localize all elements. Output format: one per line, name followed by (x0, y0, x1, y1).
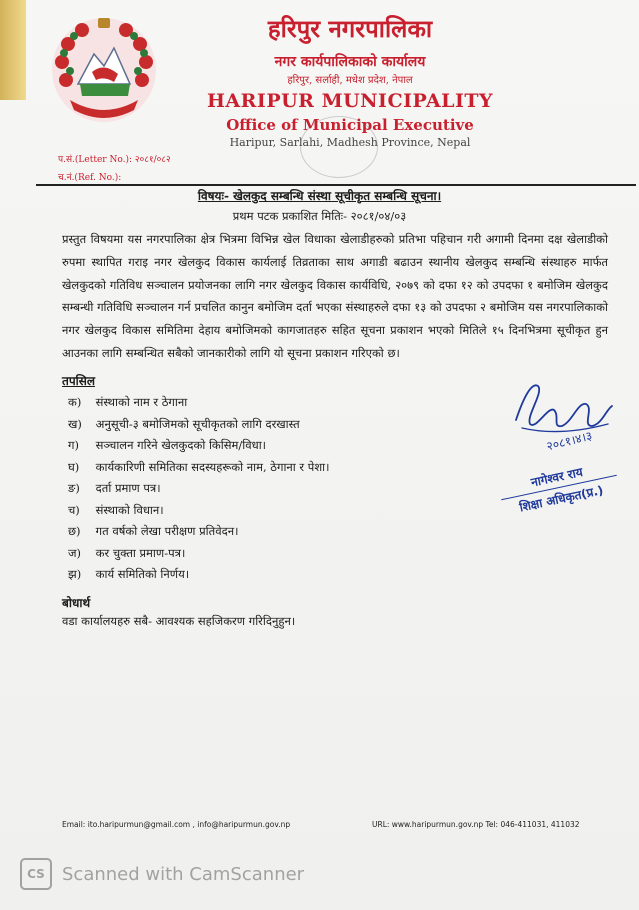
list-item-label: ङ) (68, 481, 80, 495)
list-item-text: कार्य समितिको निर्णय। (95, 567, 190, 581)
list-item-text: सञ्चालन गरिने खेलकुदको किसिम/विधा। (95, 438, 267, 452)
footer-url-phone: URL: www.haripurmun.gov.np Tel: 046-411031, 411032 (372, 820, 580, 829)
list-item-text: कर चुक्ता प्रमाण-पत्र। (95, 545, 186, 560)
cc-text: वडा कार्यालयहरु सबै- आवश्यक सहजिकरण गरिदिनुहुन। (62, 614, 296, 628)
footer-email: Email: ito.haripurmun@gmail.com , info@haripurmun.gov.np (62, 820, 291, 829)
list-item-text: संस्थाको विधान। (95, 502, 164, 517)
nepal-emblem-icon (48, 14, 160, 126)
seal-officer-title: शिक्षा अधिकृत(प्र.) (518, 483, 605, 515)
reference-number: च.नं.(Ref. No.): (58, 173, 122, 183)
list-item-text: गत वर्षको लेखा परीक्षण प्रतिवेदन। (95, 524, 239, 538)
list-item-label: ज) (68, 545, 82, 560)
required-documents-list (68, 392, 330, 586)
header-divider (36, 184, 636, 186)
notice-body: प्रस्तुत विषयमा यस नगरपालिका क्षेत्र भित्रमा विभिन्न खेल विधाका खेलाडीहरुको प्रतिभा पहिचान गरी अगामी दिनमा दक्ष खेलाडीको रुपमा स्थापित गराइ नगर खेलकुद विकास कार्यलाई तिव्रताका साथ अगाडी बढाउन स्थानीय खेलकुद सम्बन्धि संस्थाहरु मार्फत खेलकुदको गतिविध सञ्चालन प्रयोजनका लागि नगर खेलकुद विकास कार्यविधि, २०७९ को दफा १२ को उपदफा १ बमोजिम खेलकुद सम्बन्धी गतिविधि सञ्चालन गर्न प्रचलित कानुन बमोजिम दर्ता भएका संस्थाहरुले दफा १३ को उपदफा २ बमोजिम यस नगरपालिकाको नगर खेलकुद विकास समितिमा देहाय बमोजिमको कागजातहरु सहित सूचना प्रकाशन भएको मितिले १५ दिनभित्रमा सूचीकृत हुन आउनका लागि सम्बन्धित सबैको जानकारीको लागि यो सूचना प्रकाशन गरिएको छ। (62, 232, 608, 360)
list-item-text: कार्यकारिणी समितिका सदस्यहरूको नाम, ठेगाना र पेशा। (95, 459, 330, 474)
notice-subject (0, 187, 639, 204)
handwritten-signature (508, 376, 620, 438)
list-item-label: घ) (68, 459, 80, 474)
page-corner-strip (0, 0, 26, 100)
notice-subject-text: विषयः- खेलकुद सम्बन्धि संस्था सूचीकृत सम्बन्धि सूचना। (197, 189, 442, 203)
list-item-text: संस्थाको नाम र ठेगाना (95, 395, 188, 409)
seal-officer-name: नागेश्वर राय (497, 456, 617, 500)
list-item (68, 500, 330, 522)
published-date: प्रथम पटक प्रकाशित मितिः- २०८१/०४/०३ (232, 209, 407, 223)
list-item (68, 478, 330, 500)
nepali-address: हरिपुर, सर्लाही, मधेश प्रदेश, नेपाल (287, 75, 413, 86)
list-item-label: क) (68, 395, 82, 409)
list-item-label: छ) (68, 524, 81, 538)
letter-number: प.सं.(Letter No.): २०८१/०८२ (58, 155, 171, 165)
nepali-municipality-title: हरिपुर नगरपालिका (267, 14, 433, 43)
list-item (68, 564, 330, 586)
list-item-text: अनुसूची-३ बमोजिमको सूचीकृतको लागि दरखास्त (95, 416, 300, 431)
list-item (68, 435, 330, 457)
english-address: Haripur, Sarlahi, Madhesh Province, Nepal (229, 136, 471, 149)
camscanner-logo-icon: CS (20, 858, 52, 890)
list-item (68, 457, 330, 479)
list-item-label: ग) (68, 438, 79, 452)
camscanner-watermark (20, 858, 304, 890)
faint-office-stamp (300, 116, 378, 178)
officer-seal (497, 456, 621, 519)
list-item-label: झ) (68, 567, 82, 581)
list-item (68, 543, 330, 565)
details-heading: तपसिल (62, 374, 96, 388)
english-municipality-title: HARIPUR MUNICIPALITY (206, 90, 494, 112)
cc-heading: बोधार्थ (62, 596, 91, 610)
english-office-name: Office of Municipal Executive (226, 116, 474, 134)
nepali-office-name: नगर कार्यपालिकाको कार्यालय (274, 54, 426, 70)
camscanner-watermark-text: Scanned with CamScanner (62, 863, 305, 885)
list-item (68, 392, 330, 414)
list-item-label: च) (68, 502, 80, 517)
list-item (68, 521, 330, 543)
list-item (68, 414, 330, 436)
list-item-label: ख) (68, 416, 82, 431)
signature-date: २०८१।४।३ (545, 428, 594, 454)
list-item-text: दर्ता प्रमाण पत्र। (95, 481, 161, 495)
